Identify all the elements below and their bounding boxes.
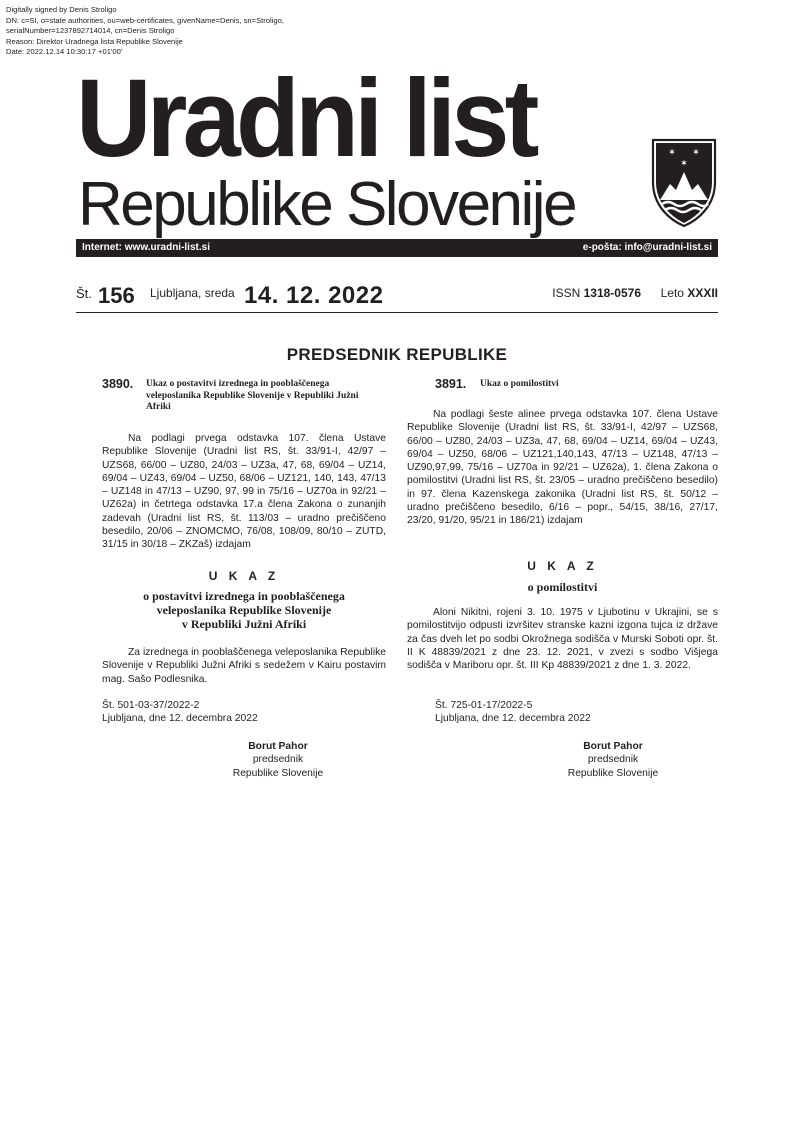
signer-role: predsednik — [587, 754, 639, 766]
digital-signature-block — [6, 5, 366, 58]
ukaz-heading: U K A Z — [208, 569, 280, 583]
volume-label: Leto — [660, 286, 684, 300]
ukaz-subtitle — [102, 589, 386, 631]
section-title: PREDSEDNIK REPUBLIKE — [286, 345, 508, 364]
signer-role: predsednik — [252, 754, 304, 766]
place-date: Ljubljana, dne 12. decembra 2022 — [435, 713, 591, 724]
issue-number-label: Št. — [76, 286, 92, 301]
ukaz-heading: U K A Z — [527, 559, 598, 573]
email-link[interactable]: e-pošta: info@uradni-list.si — [582, 242, 712, 253]
signature — [533, 740, 693, 780]
signer-name: Borut Pahor — [583, 741, 643, 752]
svg-text:✶: ✶ — [680, 159, 688, 169]
internet-link[interactable]: Internet: www.uradni-list.si — [82, 242, 210, 253]
article-right — [407, 378, 718, 798]
issue-number: 156 — [98, 283, 135, 308]
ukaz-subtitle-line: v Republiki Južni Afriki — [181, 617, 307, 631]
issn-label: ISSN — [552, 286, 581, 300]
signature-line: Reason: Direktor Uradnega lista Republike Slovenije — [6, 36, 183, 46]
svg-text:✶: ✶ — [692, 148, 700, 158]
signature-line: Digitally signed by Denis Stroligo — [6, 5, 117, 14]
article-number: 3890. — [102, 377, 134, 391]
volume-value: XXXII — [687, 286, 718, 300]
reference-number: Št. 725-01-17/2022-5 — [435, 700, 533, 711]
coat-of-arms-icon — [650, 138, 718, 228]
issue-date: 14. 12. 2022 — [244, 282, 384, 309]
ukaz-body: Za izrednega in pooblaščenega veleposlanika Republike Slovenije v Republiki Južni Afriki s sedežem v Kairu postavim mag. Sašo Podlesnika. — [102, 647, 386, 685]
signature-line: DN: c=SI, o=state authorities, ou=web-certificates, givenName=Denis, sn=Stroligo, — [6, 15, 284, 25]
signer-role-2: Republike Slovenije — [567, 767, 659, 779]
issn — [552, 286, 641, 300]
issue-place-day: Ljubljana, sreda — [150, 286, 235, 300]
signer-name: Borut Pahor — [248, 741, 308, 752]
volume — [661, 286, 718, 300]
issn-value: 1318-0576 — [583, 286, 641, 300]
masthead-subtitle: Republike Slovenije — [78, 170, 576, 239]
signer-role-2: Republike Slovenije — [232, 767, 324, 779]
place-date: Ljubljana, dne 12. decembra 2022 — [102, 713, 258, 724]
signature — [198, 740, 358, 780]
article-preamble: Na podlagi prvega odstavka 107. člena Ustave Republike Slovenije (Uradni list RS, št. 33/91-I, 42/97 – UZS68, 66/00 – UZ80, 24/03 – UZ3a, 47, 68, 69/04 – UZ14, 69/04 – UZ43, 69/04 – UZ50, 68/06 – UZ121, 140, 143, 47/13 – UZ148 in 47/13 – UZ90, 97, 99 in 75/16 – UZ70a in 92/21 – UZ62a) in četrtega odstavka 17.a člena Zakona o zunanjih zadevah (Uradni list RS, št. 113/03 – uradno prečiščeno besedilo, 20/06 – ZNOMCMO, 76/08, 108/09, 80/10 – ZUTD, 31/15 in 30/18 – ZKZaš) izdajam — [102, 433, 386, 551]
signature-line: Date: 2022.12.14 10:30:17 +01'00' — [6, 47, 123, 57]
signature-line: serialNumber=1237892714014, cn=Denis Stroligo — [6, 26, 175, 36]
article-preamble: Na podlagi šeste alinee prvega odstavka 107. člena Ustave Republike Slovenije (Uradni list RS, št. 33/91-I, 42/97 – UZS68, 66/00 – UZ80, 24/03 – UZ3a, 47, 68, 69/04 – UZ14, 69/04 – UZ43, 69/04 – UZ50, 68/06 – UZ121,140,143, 47/13 – UZ148, 47/13 – UZ90,97,99, 75/16 – UZ70a in 92/21 – UZ62a), 1. člena Zakona o pomilostitvi (Uradni list RS, št. 23/05 – uradno prečiščeno besedilo) in 97. člena Kazenskega zakonika (Uradni list RS, št. 50/12 – uradno prečiščeno besedilo, 6/16 – popr., 54/15, 38/16, 27/17, 23/20, 91/20, 95/21 in 186/21) izdajam — [407, 409, 718, 527]
article-left — [102, 378, 386, 798]
ukaz-body: Aloni Nikitni, rojeni 3. 10. 1975 v Ljubotinu v Ukrajini, se s pomilostitvijo odpusti izvršitev stranske kazni izgona tujca iz države za čas dveh let po sodbi Okrožnega sodišča v Murski Soboti opr. št. II K 48839/2021 z dne 23. 12. 2021, v zvezi s sodbo Višjega sodišča v Mariboru opr. št. III Kp 48839/2021 z dne 1. 3. 2022. — [407, 607, 718, 672]
issue-line — [76, 280, 718, 313]
ukaz-subtitle-line: o postavitvi izrednega in pooblaščenega — [143, 589, 345, 603]
svg-text:✶: ✶ — [668, 148, 676, 158]
article-title: Ukaz o postavitvi izrednega in pooblaščenega veleposlanika Republike Slovenije v Republiki Južni Afriki — [146, 379, 359, 412]
ukaz-subtitle-line: veleposlanika Republike Slovenije — [156, 603, 332, 617]
article-title: Ukaz o pomilostitvi — [480, 379, 559, 389]
ukaz-subtitle: o pomilostitvi — [527, 580, 598, 594]
masthead-contact-bar — [76, 239, 718, 257]
masthead-title: Uradni list — [76, 57, 535, 180]
article-number: 3891. — [435, 377, 467, 391]
reference-number: Št. 501-03-37/2022-2 — [102, 700, 200, 711]
